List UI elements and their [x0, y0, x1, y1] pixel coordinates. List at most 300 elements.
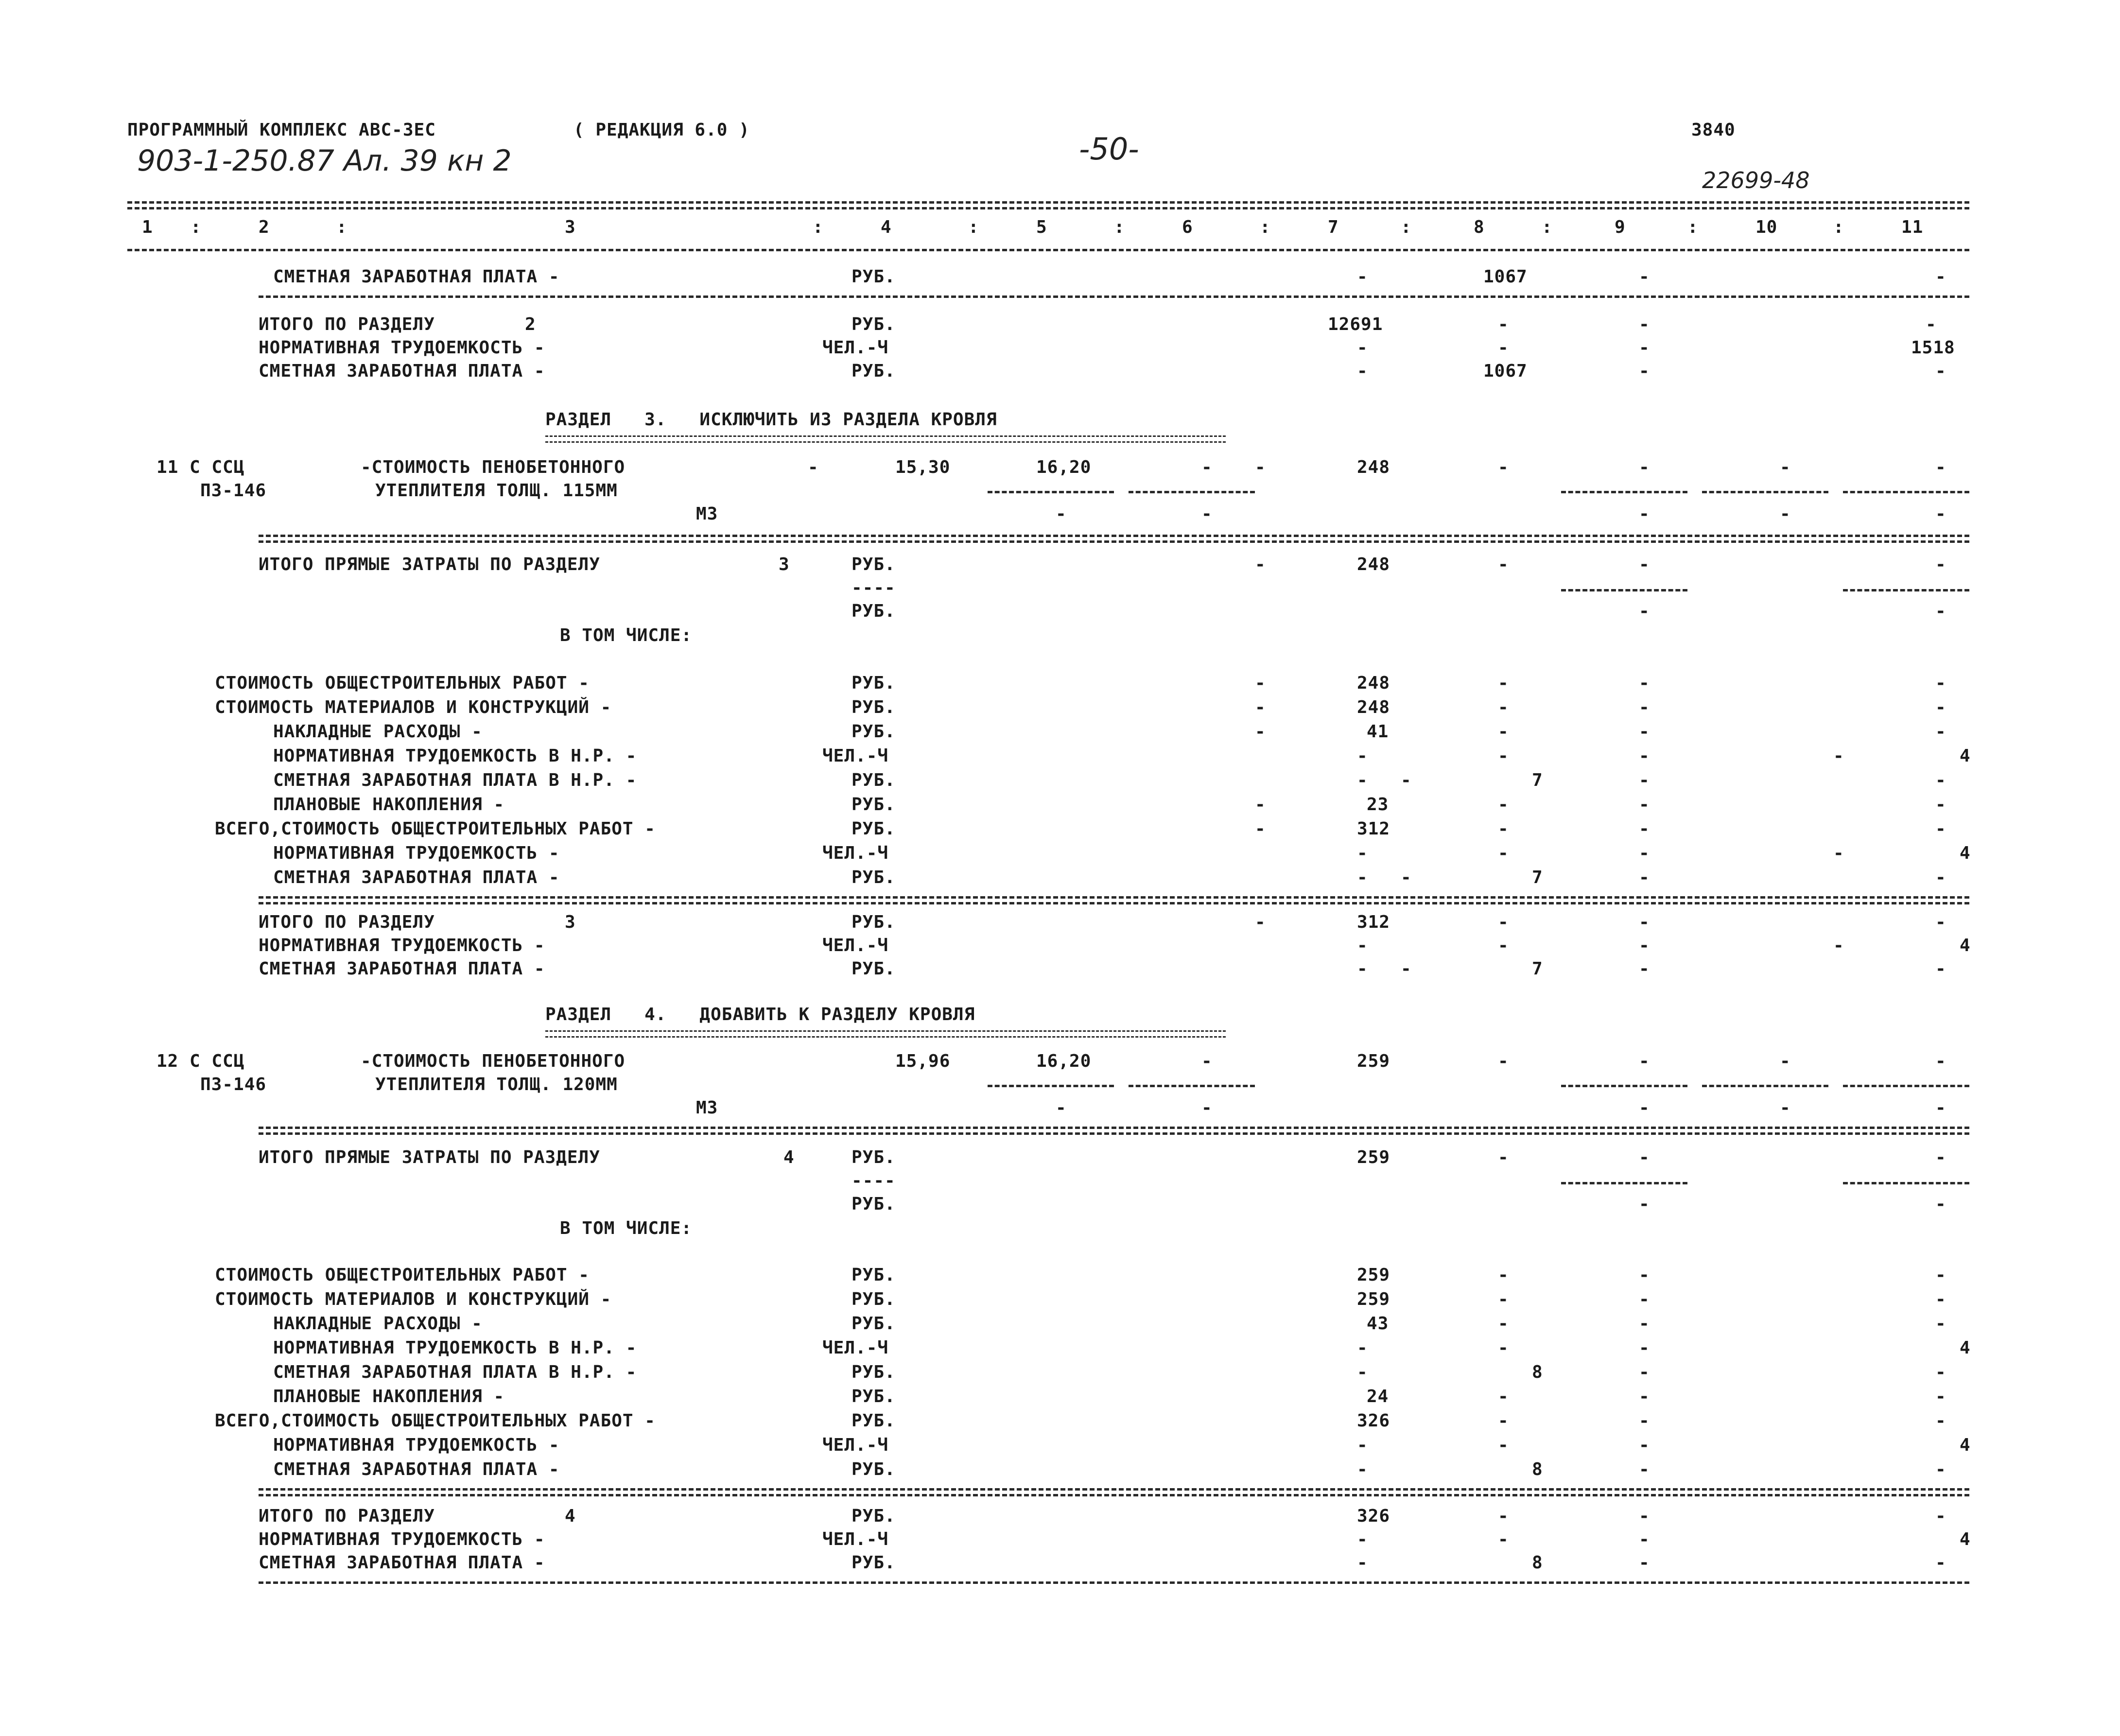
value-dash: -: [1935, 673, 1946, 693]
item-sum: 259: [1357, 1051, 1390, 1071]
value-dash: -: [1935, 819, 1946, 839]
value-dash: -: [1498, 1387, 1509, 1406]
value-dash: -: [1639, 770, 1650, 790]
col-header-10: 10: [1755, 217, 1778, 237]
rule-line: [988, 491, 1114, 493]
value-dash: -: [1498, 1289, 1509, 1309]
value-sum: 248: [1357, 555, 1390, 574]
unit-rub: РУБ.: [851, 314, 896, 334]
unit-rub: РУБ.: [851, 673, 896, 693]
col-header-8: 8: [1474, 217, 1485, 237]
value-dash: -: [1935, 457, 1946, 477]
col-separator: :: [191, 217, 202, 237]
value-dash: -: [1639, 1387, 1650, 1406]
value-dash: -: [1935, 795, 1946, 815]
unit-rub: РУБ.: [851, 912, 896, 932]
rule-line: [259, 1132, 1969, 1135]
value-wage: 8: [1532, 1553, 1543, 1573]
unit-rub: РУБ.: [851, 1553, 896, 1573]
item-sum: 248: [1357, 457, 1390, 477]
value-dash: -: [1357, 1553, 1368, 1573]
unit-rub: РУБ.: [851, 1289, 896, 1309]
unit-rub: РУБ.: [851, 819, 896, 839]
label-total-section: ИТОГО ПО РАЗДЕЛУ: [259, 314, 435, 334]
value-dash: -: [1056, 504, 1067, 524]
value-dash: -: [1498, 746, 1509, 766]
value-dash: -: [1639, 1459, 1650, 1479]
value-dash: -: [1935, 267, 1946, 287]
rule-line: [1702, 1085, 1828, 1087]
value-dash: -: [1639, 722, 1650, 742]
unit-rub: РУБ.: [851, 1265, 896, 1285]
value-dash: -: [1201, 457, 1213, 477]
value-dash: -: [1357, 746, 1368, 766]
value-total: 312: [1357, 819, 1390, 839]
unit-chel: ЧЕЛ.-Ч: [822, 1338, 889, 1358]
unit-chel: ЧЕЛ.-Ч: [822, 936, 889, 955]
value-dash: -: [1935, 1265, 1946, 1285]
value-dash: -: [1639, 1147, 1650, 1167]
unit-rub: РУБ.: [851, 1194, 896, 1214]
label-wage: СМЕТНАЯ ЗАРАБОТНАЯ ПЛАТА -: [273, 267, 560, 287]
value-dash: -: [1498, 795, 1509, 815]
value-labor: 4: [1960, 1435, 1971, 1455]
unit-dashes: ----: [851, 578, 896, 598]
item-code: П3-146: [200, 481, 267, 501]
label-wage: СМЕТНАЯ ЗАРАБОТНАЯ ПЛАТА -: [259, 361, 545, 381]
value-dash: -: [1935, 722, 1946, 742]
item-price: 15,30: [895, 457, 951, 477]
unit-rub: РУБ.: [851, 795, 896, 815]
label-total-section: ИТОГО ПО РАЗДЕЛУ: [259, 1506, 435, 1526]
value-dash: -: [1639, 1411, 1650, 1431]
col-separator: :: [813, 217, 824, 237]
label-labor: НОРМАТИВНАЯ ТРУДОЕМКОСТЬ -: [273, 843, 560, 863]
value-dash: -: [1357, 770, 1368, 790]
value-labor: 4: [1960, 1529, 1971, 1549]
value-sum: 259: [1357, 1265, 1390, 1285]
label-overhead: НАКЛАДНЫЕ РАСХОДЫ -: [273, 722, 483, 742]
value-dash: -: [1780, 457, 1791, 477]
unit-rub: РУБ.: [851, 601, 896, 621]
col-header-6: 6: [1182, 217, 1193, 237]
value-dash: -: [1935, 1147, 1946, 1167]
value-dash: -: [1255, 722, 1266, 742]
unit-rub: РУБ.: [851, 1314, 896, 1334]
value-dash: -: [1935, 361, 1946, 381]
doc-number: 3840: [1691, 120, 1736, 140]
label-total-gen: ВСЕГО,СТОИМОСТЬ ОБЩЕСТРОИТЕЛЬНЫХ РАБОТ -: [215, 819, 656, 839]
value-dash: -: [1498, 457, 1509, 477]
label-planned: ПЛАНОВЫЕ НАКОПЛЕНИЯ -: [273, 1387, 505, 1406]
value-dash: -: [1935, 1051, 1946, 1071]
value-dash: -: [1498, 1314, 1509, 1334]
edition-label: ( РЕДАКЦИЯ 6.0 ): [573, 120, 750, 140]
value-dash: -: [1639, 697, 1650, 717]
label-labor: НОРМАТИВНАЯ ТРУДОЕМКОСТЬ -: [259, 338, 545, 358]
unit-chel: ЧЕЛ.-Ч: [822, 843, 889, 863]
unit-rub: РУБ.: [851, 555, 896, 574]
value-dash: -: [1935, 1098, 1946, 1118]
item-number: 11 С ССЦ: [156, 457, 245, 477]
col-header-4: 4: [881, 217, 892, 237]
rule-line: [1561, 491, 1687, 493]
label-including: В ТОМ ЧИСЛЕ:: [560, 1218, 693, 1238]
value-dash: -: [1498, 912, 1509, 932]
unit-rub: РУБ.: [851, 1506, 896, 1526]
value-dash: -: [1935, 1506, 1946, 1526]
label-labor-np: НОРМАТИВНАЯ ТРУДОЕМКОСТЬ В Н.Р. -: [273, 1338, 637, 1358]
col-separator: :: [1542, 217, 1553, 237]
unit-chel: ЧЕЛ.-Ч: [822, 1435, 889, 1455]
rule-line: [1561, 1085, 1687, 1087]
label-wage-np: СМЕТНАЯ ЗАРАБОТНАЯ ПЛАТА В Н.Р. -: [273, 770, 637, 790]
value-dash: -: [1498, 1529, 1509, 1549]
rule-line: [1129, 1085, 1255, 1087]
col-separator: :: [336, 217, 348, 237]
value-dash: -: [1935, 868, 1946, 887]
value-wage-np: 7: [1532, 770, 1543, 790]
value-col8: 1067: [1483, 267, 1528, 287]
label-including: В ТОМ ЧИСЛЕ:: [560, 625, 693, 645]
value-dash: -: [1935, 1362, 1946, 1382]
value-dash: -: [1639, 1362, 1650, 1382]
unit-rub: РУБ.: [851, 361, 896, 381]
unit-rub: РУБ.: [851, 1362, 896, 1382]
section-number: 3: [565, 912, 576, 932]
rule-line: [988, 1085, 1114, 1087]
value-dash: -: [1498, 936, 1509, 955]
col-separator: :: [1833, 217, 1844, 237]
rule-line: [259, 540, 1969, 543]
rule-line: [1843, 589, 1969, 591]
value-sum: 248: [1357, 697, 1390, 717]
value-col11: 1518: [1911, 338, 1955, 358]
value-dash: -: [1401, 770, 1412, 790]
value-dash: -: [1498, 722, 1509, 742]
value-dash: -: [1498, 555, 1509, 574]
value-dash: -: [1639, 868, 1650, 887]
value-dash: -: [1498, 1338, 1509, 1358]
value-dash: -: [1935, 555, 1946, 574]
value-dash: -: [1498, 1435, 1509, 1455]
value-wage-np: 8: [1532, 1362, 1543, 1382]
value-dash: -: [1639, 1194, 1650, 1214]
page-number: -50-: [1079, 131, 1139, 167]
value-dash: -: [1498, 1051, 1509, 1071]
item-unit: М3: [696, 504, 718, 524]
value-dash: -: [1498, 819, 1509, 839]
value-col8: 1067: [1483, 361, 1528, 381]
section-number: 4: [565, 1506, 576, 1526]
value-dash: -: [1780, 1051, 1791, 1071]
rule-line: [1843, 1085, 1969, 1087]
value-dash: -: [1935, 1314, 1946, 1334]
label-total-gen: ВСЕГО,СТОИМОСТЬ ОБЩЕСТРОИТЕЛЬНЫХ РАБОТ -: [215, 1411, 656, 1431]
label-wage: СМЕТНАЯ ЗАРАБОТНАЯ ПЛАТА -: [273, 868, 560, 887]
value-dash: -: [1935, 1194, 1946, 1214]
section-heading: РАЗДЕЛ 4. ДОБАВИТЬ К РАЗДЕЛУ КРОВЛЯ: [545, 1005, 975, 1024]
item-price: 15,96: [895, 1051, 951, 1071]
value-dash: -: [1639, 504, 1650, 524]
rule-line: [259, 535, 1969, 537]
rule-line: [1702, 491, 1828, 493]
section-heading: РАЗДЕЛ 3. ИСКЛЮЧИТЬ ИЗ РАЗДЕЛА КРОВЛЯ: [545, 410, 997, 430]
rule-line: [259, 1488, 1969, 1491]
value-dash: -: [1639, 1051, 1650, 1071]
rule-line: [259, 896, 1969, 899]
label-materials: СТОИМОСТЬ МАТЕРИАЛОВ И КОНСТРУКЦИЙ -: [215, 697, 612, 717]
value-dash: -: [1639, 1289, 1650, 1309]
label-gen-works: СТОИМОСТЬ ОБЩЕСТРОИТЕЛЬНЫХ РАБОТ -: [215, 673, 590, 693]
value-dash: -: [1357, 843, 1368, 863]
value-dash: -: [1639, 1506, 1650, 1526]
handwritten-code: 903-1-250.87 Ал. 39 кн 2: [137, 144, 512, 178]
value-dash: -: [1401, 868, 1412, 887]
value-labor: 4: [1960, 936, 1971, 955]
value-wage: 7: [1532, 868, 1543, 887]
col-header-1: 1: [142, 217, 153, 237]
value-dash: -: [1935, 959, 1946, 979]
value-dash: -: [1639, 338, 1650, 358]
section-number: 3: [779, 555, 790, 574]
unit-rub: РУБ.: [851, 1411, 896, 1431]
value-dash: -: [1255, 457, 1266, 477]
col-header-2: 2: [259, 217, 270, 237]
value-col7: 12691: [1328, 314, 1383, 334]
value-dash: -: [1639, 912, 1650, 932]
value-dash: -: [1639, 795, 1650, 815]
value-wage: 8: [1532, 1459, 1543, 1479]
unit-rub: РУБ.: [851, 267, 896, 287]
rule-line: [1129, 491, 1255, 493]
value-planned: 24: [1367, 1387, 1389, 1406]
value-dash: -: [1935, 1387, 1946, 1406]
rule-line: [259, 1581, 1969, 1584]
unit-chel: ЧЕЛ.-Ч: [822, 746, 889, 766]
value-dash: -: [1255, 795, 1266, 815]
value-dash: -: [1639, 936, 1650, 955]
col-header-3: 3: [565, 217, 576, 237]
value-labor-np: 4: [1960, 746, 1971, 766]
item-unit: М3: [696, 1098, 718, 1118]
item-qty: 16,20: [1036, 457, 1092, 477]
item-name: -СТОИМОСТЬ ПЕНОБЕТОННОГО: [361, 1051, 626, 1071]
col-header-7: 7: [1328, 217, 1339, 237]
value-dash: -: [1639, 673, 1650, 693]
value-dash: -: [1639, 1435, 1650, 1455]
item-code: П3-146: [200, 1075, 267, 1094]
value-dash: -: [1639, 1553, 1650, 1573]
col-separator: :: [1260, 217, 1271, 237]
unit-rub: РУБ.: [851, 1147, 896, 1167]
label-wage: СМЕТНАЯ ЗАРАБОТНАЯ ПЛАТА -: [259, 1553, 545, 1573]
value-dash: -: [1935, 770, 1946, 790]
item-number: 12 С ССЦ: [156, 1051, 245, 1071]
value-dash: -: [1498, 1265, 1509, 1285]
value-dash: -: [1401, 959, 1412, 979]
program-title: ПРОГРАММНЫЙ КОМПЛЕКС АВС-3ЕС: [127, 120, 436, 140]
value-dash: -: [1357, 1435, 1368, 1455]
heading-underline: [545, 435, 1226, 443]
value-dash: -: [1255, 697, 1266, 717]
col-header-9: 9: [1615, 217, 1626, 237]
value-dash: -: [1255, 555, 1266, 574]
value-dash: -: [1498, 1506, 1509, 1526]
value-dash: -: [1935, 1289, 1946, 1309]
value-dash: -: [1639, 601, 1650, 621]
value-dash: -: [1357, 1338, 1368, 1358]
label-wage: СМЕТНАЯ ЗАРАБОТНАЯ ПЛАТА -: [273, 1459, 560, 1479]
unit-rub: РУБ.: [851, 1387, 896, 1406]
unit-chel: ЧЕЛ.-Ч: [822, 338, 889, 358]
unit-rub: РУБ.: [851, 722, 896, 742]
label-wage: СМЕТНАЯ ЗАРАБОТНАЯ ПЛАТА -: [259, 959, 545, 979]
label-total-section: ИТОГО ПО РАЗДЕЛУ: [259, 912, 435, 932]
value-dash: -: [1639, 819, 1650, 839]
value-dash: -: [1498, 1411, 1509, 1431]
value-dash: -: [1639, 843, 1650, 863]
value-dash: -: [1639, 267, 1650, 287]
value-sum: 259: [1357, 1147, 1390, 1167]
value-dash: -: [1926, 314, 1937, 334]
value-dash: -: [1498, 1147, 1509, 1167]
value-dash: -: [1255, 819, 1266, 839]
value-dash: -: [1498, 338, 1509, 358]
item-name: -СТОИМОСТЬ ПЕНОБЕТОННОГО: [361, 457, 626, 477]
value-dash: -: [1357, 868, 1368, 887]
value-dash: -: [1639, 959, 1650, 979]
heading-underline: [545, 1030, 1226, 1038]
col-separator: :: [968, 217, 979, 237]
rule-line: [127, 249, 1969, 251]
rule-line: [259, 295, 1969, 298]
label-gen-works: СТОИМОСТЬ ОБЩЕСТРОИТЕЛЬНЫХ РАБОТ -: [215, 1265, 590, 1285]
value-total: 326: [1357, 1506, 1390, 1526]
value-dash: -: [1935, 912, 1946, 932]
col-separator: :: [1114, 217, 1125, 237]
value-dash: -: [1639, 1529, 1650, 1549]
value-dash: -: [1639, 1265, 1650, 1285]
value-labor-np: 4: [1960, 1338, 1971, 1358]
rule-line: [127, 201, 1969, 204]
label-materials: СТОИМОСТЬ МАТЕРИАЛОВ И КОНСТРУКЦИЙ -: [215, 1289, 612, 1309]
value-dash: -: [1357, 267, 1368, 287]
value-dash: -: [1201, 1051, 1213, 1071]
value-dash: -: [1255, 673, 1266, 693]
section-number: 4: [783, 1147, 795, 1167]
value-dash: -: [1935, 1411, 1946, 1431]
label-planned: ПЛАНОВЫЕ НАКОПЛЕНИЯ -: [273, 795, 505, 815]
value-sum: 248: [1357, 673, 1390, 693]
label-overhead: НАКЛАДНЫЕ РАСХОДЫ -: [273, 1314, 483, 1334]
value-dash: -: [1498, 314, 1509, 334]
value-dash: -: [1935, 1553, 1946, 1573]
value-dash: -: [1255, 912, 1266, 932]
value-dash: -: [1639, 555, 1650, 574]
value-dash: -: [1357, 959, 1368, 979]
label-labor: НОРМАТИВНАЯ ТРУДОЕМКОСТЬ -: [273, 1435, 560, 1455]
value-dash: -: [1639, 746, 1650, 766]
label-labor-np: НОРМАТИВНАЯ ТРУДОЕМКОСТЬ В Н.Р. -: [273, 746, 637, 766]
value-dash: -: [1935, 601, 1946, 621]
value-dash: -: [1357, 361, 1368, 381]
value-dash: -: [1357, 1529, 1368, 1549]
value-total: 326: [1357, 1411, 1390, 1431]
value-planned: 23: [1367, 795, 1389, 815]
unit-chel: ЧЕЛ.-Ч: [822, 1529, 889, 1549]
handwritten-number: 22699-48: [1702, 167, 1810, 193]
value-dash: -: [1833, 746, 1844, 766]
value-dash: -: [1639, 314, 1650, 334]
rule-line: [1561, 1182, 1687, 1184]
unit-rub: РУБ.: [851, 697, 896, 717]
item-qty: 16,20: [1036, 1051, 1092, 1071]
value-dash: -: [808, 457, 819, 477]
value-dash: -: [1357, 1459, 1368, 1479]
label-direct-costs: ИТОГО ПРЯМЫЕ ЗАТРАТЫ ПО РАЗДЕЛУ: [259, 1147, 600, 1167]
col-separator: :: [1401, 217, 1412, 237]
value-dash: -: [1498, 697, 1509, 717]
value-dash: -: [1780, 1098, 1791, 1118]
value-dash: -: [1498, 843, 1509, 863]
value-dash: -: [1357, 936, 1368, 955]
value-labor: 4: [1960, 843, 1971, 863]
unit-rub: РУБ.: [851, 868, 896, 887]
value-dash: -: [1935, 1459, 1946, 1479]
rule-line: [259, 1494, 1969, 1496]
value-dash: -: [1639, 1098, 1650, 1118]
value-dash: -: [1833, 936, 1844, 955]
unit-rub: РУБ.: [851, 959, 896, 979]
value-dash: -: [1833, 843, 1844, 863]
item-name-line2: УТЕПЛИТЕЛЯ ТОЛЩ. 115ММ: [375, 481, 618, 501]
value-dash: -: [1357, 1362, 1368, 1382]
value-dash: -: [1056, 1098, 1067, 1118]
col-header-5: 5: [1036, 217, 1047, 237]
value-dash: -: [1935, 697, 1946, 717]
value-sum: 259: [1357, 1289, 1390, 1309]
label-direct-costs: ИТОГО ПРЯМЫЕ ЗАТРАТЫ ПО РАЗДЕЛУ: [259, 555, 600, 574]
label-labor: НОРМАТИВНАЯ ТРУДОЕМКОСТЬ -: [259, 936, 545, 955]
rule-line: [1843, 491, 1969, 493]
value-dash: -: [1639, 1314, 1650, 1334]
unit-dashes: ----: [851, 1171, 896, 1191]
rule-line: [1561, 589, 1687, 591]
label-labor: НОРМАТИВНАЯ ТРУДОЕМКОСТЬ -: [259, 1529, 545, 1549]
value-dash: -: [1639, 361, 1650, 381]
rule-line: [259, 1127, 1969, 1129]
item-name-line2: УТЕПЛИТЕЛЯ ТОЛЩ. 120ММ: [375, 1075, 618, 1094]
unit-rub: РУБ.: [851, 1459, 896, 1479]
section-number: 2: [525, 314, 536, 334]
value-dash: -: [1639, 457, 1650, 477]
value-overhead: 41: [1367, 722, 1389, 742]
value-dash: -: [1357, 338, 1368, 358]
unit-rub: РУБ.: [851, 770, 896, 790]
value-dash: -: [1201, 1098, 1213, 1118]
value-dash: -: [1780, 504, 1791, 524]
value-total: 312: [1357, 912, 1390, 932]
rule-line: [259, 902, 1969, 904]
label-wage-np: СМЕТНАЯ ЗАРАБОТНАЯ ПЛАТА В Н.Р. -: [273, 1362, 637, 1382]
value-overhead: 43: [1367, 1314, 1389, 1334]
value-dash: -: [1498, 673, 1509, 693]
col-separator: :: [1687, 217, 1699, 237]
col-header-11: 11: [1901, 217, 1924, 237]
rule-line: [1843, 1182, 1969, 1184]
value-dash: -: [1639, 1338, 1650, 1358]
